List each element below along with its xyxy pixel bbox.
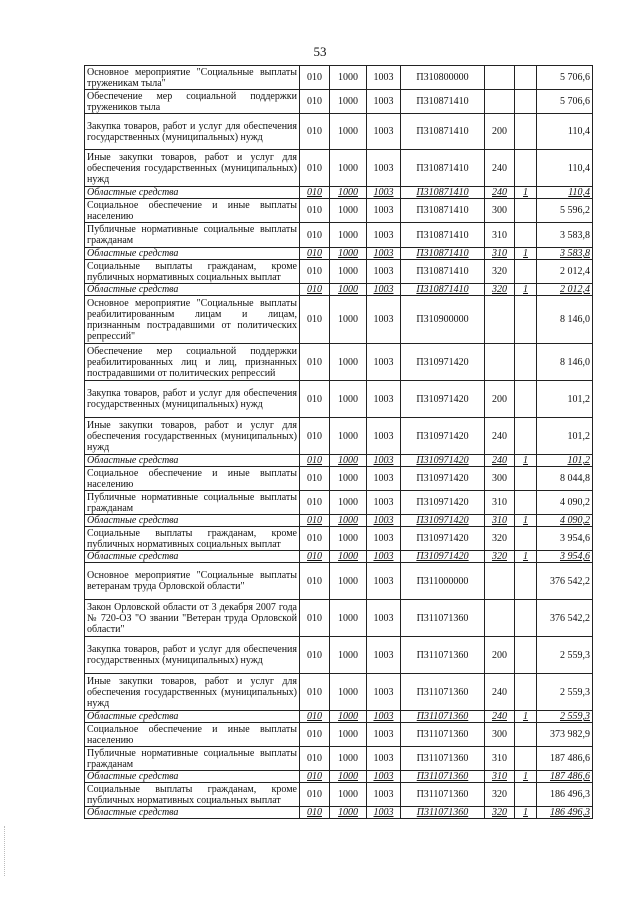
amount-cell: 101,2 (537, 381, 593, 418)
amount-cell: 186 496,3 (537, 807, 593, 819)
source-code-cell: 1 (515, 551, 537, 563)
target-article-cell: П310971420 (401, 551, 485, 563)
table-row (85, 600, 593, 637)
subsection-code-cell: 1003 (367, 783, 401, 807)
row-name-cell: Социальные выплаты гражданам, кроме публичных нормативных социальных выплат (85, 783, 300, 807)
table-row-regional-funds (85, 248, 593, 260)
section-code-cell: 1000 (330, 491, 367, 515)
subsection-code-cell: 1003 (367, 747, 401, 771)
target-article-cell: П310871410 (401, 199, 485, 223)
expense-type-cell: 310 (485, 771, 515, 783)
section-code-cell: 1000 (330, 723, 367, 747)
subsection-code-cell: 1003 (367, 248, 401, 260)
amount-cell: 376 542,2 (537, 563, 593, 600)
ministry-code-cell: 010 (300, 771, 330, 783)
row-name-cell: Основное мероприятие "Социальные выплаты труженикам тыла" (85, 66, 300, 90)
section-code-cell: 1000 (330, 260, 367, 284)
expense-type-cell (485, 344, 515, 381)
subsection-code-cell: 1003 (367, 515, 401, 527)
target-article-cell: П310871410 (401, 248, 485, 260)
table-row (85, 637, 593, 674)
section-code-cell: 1000 (330, 248, 367, 260)
table-row (85, 467, 593, 491)
table-row-regional-funds (85, 284, 593, 296)
amount-cell: 101,2 (537, 455, 593, 467)
target-article-cell: П310871410 (401, 90, 485, 114)
expense-type-cell: 240 (485, 674, 515, 711)
ministry-code-cell: 010 (300, 284, 330, 296)
source-code-cell (515, 527, 537, 551)
expense-type-cell: 200 (485, 381, 515, 418)
table-body (85, 66, 593, 819)
row-name-cell: Областные средства (85, 807, 300, 819)
amount-cell: 187 486,6 (537, 771, 593, 783)
budget-table (84, 65, 593, 819)
ministry-code-cell: 010 (300, 199, 330, 223)
amount-cell: 5 706,6 (537, 66, 593, 90)
table-row-regional-funds (85, 807, 593, 819)
table-row (85, 296, 593, 344)
source-code-cell: 1 (515, 248, 537, 260)
amount-cell: 3 954,6 (537, 527, 593, 551)
ministry-code-cell: 010 (300, 563, 330, 600)
target-article-cell: П311071360 (401, 723, 485, 747)
row-name-cell: Закупка товаров, работ и услуг для обеспечения государственных (муниципальных) нужд (85, 114, 300, 150)
amount-cell: 101,2 (537, 418, 593, 455)
target-article-cell: П311000000 (401, 563, 485, 600)
target-article-cell: П311071360 (401, 807, 485, 819)
subsection-code-cell: 1003 (367, 344, 401, 381)
subsection-code-cell: 1003 (367, 296, 401, 344)
row-name-cell: Областные средства (85, 711, 300, 723)
subsection-code-cell: 1003 (367, 563, 401, 600)
source-code-cell (515, 637, 537, 674)
section-code-cell: 1000 (330, 515, 367, 527)
margin-scan-marks (4, 826, 7, 876)
source-code-cell (515, 199, 537, 223)
source-code-cell (515, 467, 537, 491)
source-code-cell (515, 90, 537, 114)
target-article-cell: П310871410 (401, 284, 485, 296)
source-code-cell (515, 344, 537, 381)
target-article-cell: П310871410 (401, 187, 485, 199)
expense-type-cell: 310 (485, 515, 515, 527)
amount-cell: 110,4 (537, 114, 593, 150)
row-name-cell: Областные средства (85, 551, 300, 563)
ministry-code-cell: 010 (300, 296, 330, 344)
row-name-cell: Социальное обеспечение и иные выплаты населению (85, 199, 300, 223)
ministry-code-cell: 010 (300, 467, 330, 491)
section-code-cell: 1000 (330, 199, 367, 223)
row-name-cell: Иные закупки товаров, работ и услуг для обеспечения государственных (муниципальных) нужд (85, 150, 300, 187)
section-code-cell: 1000 (330, 344, 367, 381)
expense-type-cell: 320 (485, 783, 515, 807)
ministry-code-cell: 010 (300, 637, 330, 674)
section-code-cell: 1000 (330, 563, 367, 600)
amount-cell: 186 496,3 (537, 783, 593, 807)
row-name-cell: Иные закупки товаров, работ и услуг для обеспечения государственных (муниципальных) нужд (85, 674, 300, 711)
subsection-code-cell: 1003 (367, 711, 401, 723)
section-code-cell: 1000 (330, 66, 367, 90)
source-code-cell (515, 381, 537, 418)
source-code-cell: 1 (515, 455, 537, 467)
amount-cell: 4 090,2 (537, 491, 593, 515)
subsection-code-cell: 1003 (367, 90, 401, 114)
expense-type-cell (485, 563, 515, 600)
ministry-code-cell: 010 (300, 150, 330, 187)
expense-type-cell: 320 (485, 284, 515, 296)
section-code-cell: 1000 (330, 637, 367, 674)
row-name-cell: Закупка товаров, работ и услуг для обеспечения государственных (муниципальных) нужд (85, 637, 300, 674)
expense-type-cell: 240 (485, 711, 515, 723)
expense-type-cell: 200 (485, 114, 515, 150)
table-row-regional-funds (85, 711, 593, 723)
subsection-code-cell: 1003 (367, 467, 401, 491)
table-row (85, 418, 593, 455)
ministry-code-cell: 010 (300, 783, 330, 807)
expense-type-cell: 300 (485, 723, 515, 747)
section-code-cell: 1000 (330, 783, 367, 807)
ministry-code-cell: 010 (300, 66, 330, 90)
table-row (85, 90, 593, 114)
amount-cell: 2 012,4 (537, 260, 593, 284)
source-code-cell (515, 418, 537, 455)
expense-type-cell (485, 90, 515, 114)
ministry-code-cell: 010 (300, 711, 330, 723)
table-row-regional-funds (85, 771, 593, 783)
source-code-cell (515, 563, 537, 600)
ministry-code-cell: 010 (300, 344, 330, 381)
amount-cell: 3 954,6 (537, 551, 593, 563)
table-row (85, 563, 593, 600)
amount-cell: 5 706,6 (537, 90, 593, 114)
amount-cell: 187 486,6 (537, 747, 593, 771)
row-name-cell: Основное мероприятие "Социальные выплаты ветеранам труда Орловской области" (85, 563, 300, 600)
source-code-cell: 1 (515, 807, 537, 819)
subsection-code-cell: 1003 (367, 150, 401, 187)
ministry-code-cell: 010 (300, 723, 330, 747)
expense-type-cell: 300 (485, 199, 515, 223)
row-name-cell: Социальное обеспечение и иные выплаты населению (85, 467, 300, 491)
ministry-code-cell: 010 (300, 90, 330, 114)
expense-type-cell: 320 (485, 260, 515, 284)
table-row-regional-funds (85, 187, 593, 199)
section-code-cell: 1000 (330, 711, 367, 723)
source-code-cell: 1 (515, 711, 537, 723)
target-article-cell: П310871410 (401, 223, 485, 248)
section-code-cell: 1000 (330, 747, 367, 771)
section-code-cell: 1000 (330, 150, 367, 187)
row-name-cell: Основное мероприятие "Социальные выплаты реабилитированным лицам и лицам, признанным пострадавшими от политических репрессий" (85, 296, 300, 344)
table-row (85, 527, 593, 551)
table-row (85, 223, 593, 248)
table-row (85, 723, 593, 747)
expense-type-cell: 310 (485, 248, 515, 260)
expense-type-cell (485, 296, 515, 344)
expense-type-cell: 320 (485, 807, 515, 819)
section-code-cell: 1000 (330, 187, 367, 199)
source-code-cell (515, 783, 537, 807)
amount-cell: 376 542,2 (537, 600, 593, 637)
ministry-code-cell: 010 (300, 187, 330, 199)
table-row (85, 150, 593, 187)
source-code-cell: 1 (515, 771, 537, 783)
ministry-code-cell: 010 (300, 418, 330, 455)
target-article-cell: П310971420 (401, 344, 485, 381)
row-name-cell: Областные средства (85, 284, 300, 296)
row-name-cell: Областные средства (85, 771, 300, 783)
source-code-cell (515, 223, 537, 248)
target-article-cell: П310871410 (401, 260, 485, 284)
expense-type-cell: 320 (485, 527, 515, 551)
table-row (85, 114, 593, 150)
section-code-cell: 1000 (330, 551, 367, 563)
amount-cell: 2 559,3 (537, 711, 593, 723)
target-article-cell: П310971420 (401, 418, 485, 455)
ministry-code-cell: 010 (300, 114, 330, 150)
amount-cell: 3 583,8 (537, 223, 593, 248)
table-row (85, 199, 593, 223)
table-row-regional-funds (85, 515, 593, 527)
subsection-code-cell: 1003 (367, 637, 401, 674)
row-name-cell: Закупка товаров, работ и услуг для обеспечения государственных (муниципальных) нужд (85, 381, 300, 418)
section-code-cell: 1000 (330, 284, 367, 296)
ministry-code-cell: 010 (300, 515, 330, 527)
table-row (85, 747, 593, 771)
subsection-code-cell: 1003 (367, 674, 401, 711)
expense-type-cell: 310 (485, 223, 515, 248)
expense-type-cell: 240 (485, 187, 515, 199)
source-code-cell (515, 66, 537, 90)
expense-type-cell (485, 66, 515, 90)
source-code-cell: 1 (515, 284, 537, 296)
target-article-cell: П311071360 (401, 747, 485, 771)
target-article-cell: П310971420 (401, 527, 485, 551)
source-code-cell: 1 (515, 187, 537, 199)
amount-cell: 3 583,8 (537, 248, 593, 260)
section-code-cell: 1000 (330, 467, 367, 491)
row-name-cell: Социальные выплаты гражданам, кроме публичных нормативных социальных выплат (85, 527, 300, 551)
table-row (85, 344, 593, 381)
row-name-cell: Публичные нормативные социальные выплаты гражданам (85, 491, 300, 515)
table-row-regional-funds (85, 551, 593, 563)
expense-type-cell: 240 (485, 455, 515, 467)
amount-cell: 2 012,4 (537, 284, 593, 296)
section-code-cell: 1000 (330, 527, 367, 551)
subsection-code-cell: 1003 (367, 114, 401, 150)
subsection-code-cell: 1003 (367, 284, 401, 296)
target-article-cell: П310971420 (401, 455, 485, 467)
amount-cell: 8 044,8 (537, 467, 593, 491)
table-row (85, 66, 593, 90)
table-row-regional-funds (85, 455, 593, 467)
source-code-cell (515, 600, 537, 637)
table-row (85, 674, 593, 711)
table-row (85, 381, 593, 418)
subsection-code-cell: 1003 (367, 260, 401, 284)
subsection-code-cell: 1003 (367, 600, 401, 637)
ministry-code-cell: 010 (300, 747, 330, 771)
section-code-cell: 1000 (330, 223, 367, 248)
row-name-cell: Публичные нормативные социальные выплаты гражданам (85, 223, 300, 248)
amount-cell: 8 146,0 (537, 344, 593, 381)
amount-cell: 5 596,2 (537, 199, 593, 223)
source-code-cell (515, 747, 537, 771)
subsection-code-cell: 1003 (367, 807, 401, 819)
section-code-cell: 1000 (330, 674, 367, 711)
expense-type-cell: 310 (485, 747, 515, 771)
section-code-cell: 1000 (330, 114, 367, 150)
row-name-cell: Публичные нормативные социальные выплаты гражданам (85, 747, 300, 771)
ministry-code-cell: 010 (300, 248, 330, 260)
table-row (85, 783, 593, 807)
page-number: 53 (313, 44, 327, 59)
section-code-cell: 1000 (330, 600, 367, 637)
subsection-code-cell: 1003 (367, 381, 401, 418)
row-name-cell: Областные средства (85, 455, 300, 467)
source-code-cell (515, 150, 537, 187)
section-code-cell: 1000 (330, 296, 367, 344)
target-article-cell: П311071360 (401, 771, 485, 783)
expense-type-cell (485, 600, 515, 637)
ministry-code-cell: 010 (300, 600, 330, 637)
target-article-cell: П311071360 (401, 637, 485, 674)
expense-type-cell: 240 (485, 150, 515, 187)
target-article-cell: П310871410 (401, 150, 485, 187)
target-article-cell: П310971420 (401, 381, 485, 418)
row-name-cell: Социальные выплаты гражданам, кроме публичных нормативных социальных выплат (85, 260, 300, 284)
subsection-code-cell: 1003 (367, 491, 401, 515)
expense-type-cell: 200 (485, 637, 515, 674)
row-name-cell: Обеспечение мер социальной поддержки реабилитированных лиц и лиц, признанных пострадавшими от политических репрессий (85, 344, 300, 381)
ministry-code-cell: 010 (300, 807, 330, 819)
expense-type-cell: 300 (485, 467, 515, 491)
amount-cell: 4 090,2 (537, 515, 593, 527)
section-code-cell: 1000 (330, 381, 367, 418)
amount-cell: 2 559,3 (537, 674, 593, 711)
row-name-cell: Областные средства (85, 248, 300, 260)
target-article-cell: П310800000 (401, 66, 485, 90)
expense-type-cell: 320 (485, 551, 515, 563)
section-code-cell: 1000 (330, 807, 367, 819)
amount-cell: 2 559,3 (537, 637, 593, 674)
ministry-code-cell: 010 (300, 381, 330, 418)
target-article-cell: П311071360 (401, 711, 485, 723)
source-code-cell: 1 (515, 515, 537, 527)
expense-type-cell: 240 (485, 418, 515, 455)
section-code-cell: 1000 (330, 455, 367, 467)
target-article-cell: П310971420 (401, 491, 485, 515)
source-code-cell (515, 723, 537, 747)
expense-type-cell: 310 (485, 491, 515, 515)
subsection-code-cell: 1003 (367, 187, 401, 199)
ministry-code-cell: 010 (300, 223, 330, 248)
ministry-code-cell: 010 (300, 455, 330, 467)
subsection-code-cell: 1003 (367, 199, 401, 223)
target-article-cell: П311071360 (401, 600, 485, 637)
row-name-cell: Социальное обеспечение и иные выплаты населению (85, 723, 300, 747)
source-code-cell (515, 491, 537, 515)
ministry-code-cell: 010 (300, 260, 330, 284)
section-code-cell: 1000 (330, 90, 367, 114)
table-row (85, 260, 593, 284)
source-code-cell (515, 260, 537, 284)
subsection-code-cell: 1003 (367, 455, 401, 467)
target-article-cell: П310971420 (401, 467, 485, 491)
subsection-code-cell: 1003 (367, 223, 401, 248)
source-code-cell (515, 114, 537, 150)
row-name-cell: Иные закупки товаров, работ и услуг для обеспечения государственных (муниципальных) нужд (85, 418, 300, 455)
amount-cell: 110,4 (537, 150, 593, 187)
subsection-code-cell: 1003 (367, 527, 401, 551)
row-name-cell: Областные средства (85, 187, 300, 199)
target-article-cell: П310871410 (401, 114, 485, 150)
row-name-cell: Закон Орловской области от 3 декабря 2007 года № 720-ОЗ "О звании "Ветеран труда Орловской области" (85, 600, 300, 637)
source-code-cell (515, 296, 537, 344)
subsection-code-cell: 1003 (367, 723, 401, 747)
subsection-code-cell: 1003 (367, 66, 401, 90)
table-row (85, 491, 593, 515)
target-article-cell: П311071360 (401, 783, 485, 807)
ministry-code-cell: 010 (300, 551, 330, 563)
amount-cell: 110,4 (537, 187, 593, 199)
row-name-cell: Обеспечение мер социальной поддержки тружеников тыла (85, 90, 300, 114)
ministry-code-cell: 010 (300, 527, 330, 551)
section-code-cell: 1000 (330, 418, 367, 455)
ministry-code-cell: 010 (300, 491, 330, 515)
subsection-code-cell: 1003 (367, 418, 401, 455)
row-name-cell: Областные средства (85, 515, 300, 527)
amount-cell: 373 982,9 (537, 723, 593, 747)
source-code-cell (515, 674, 537, 711)
ministry-code-cell: 010 (300, 674, 330, 711)
subsection-code-cell: 1003 (367, 771, 401, 783)
target-article-cell: П310900000 (401, 296, 485, 344)
section-code-cell: 1000 (330, 771, 367, 783)
target-article-cell: П310971420 (401, 515, 485, 527)
subsection-code-cell: 1003 (367, 551, 401, 563)
target-article-cell: П311071360 (401, 674, 485, 711)
amount-cell: 8 146,0 (537, 296, 593, 344)
